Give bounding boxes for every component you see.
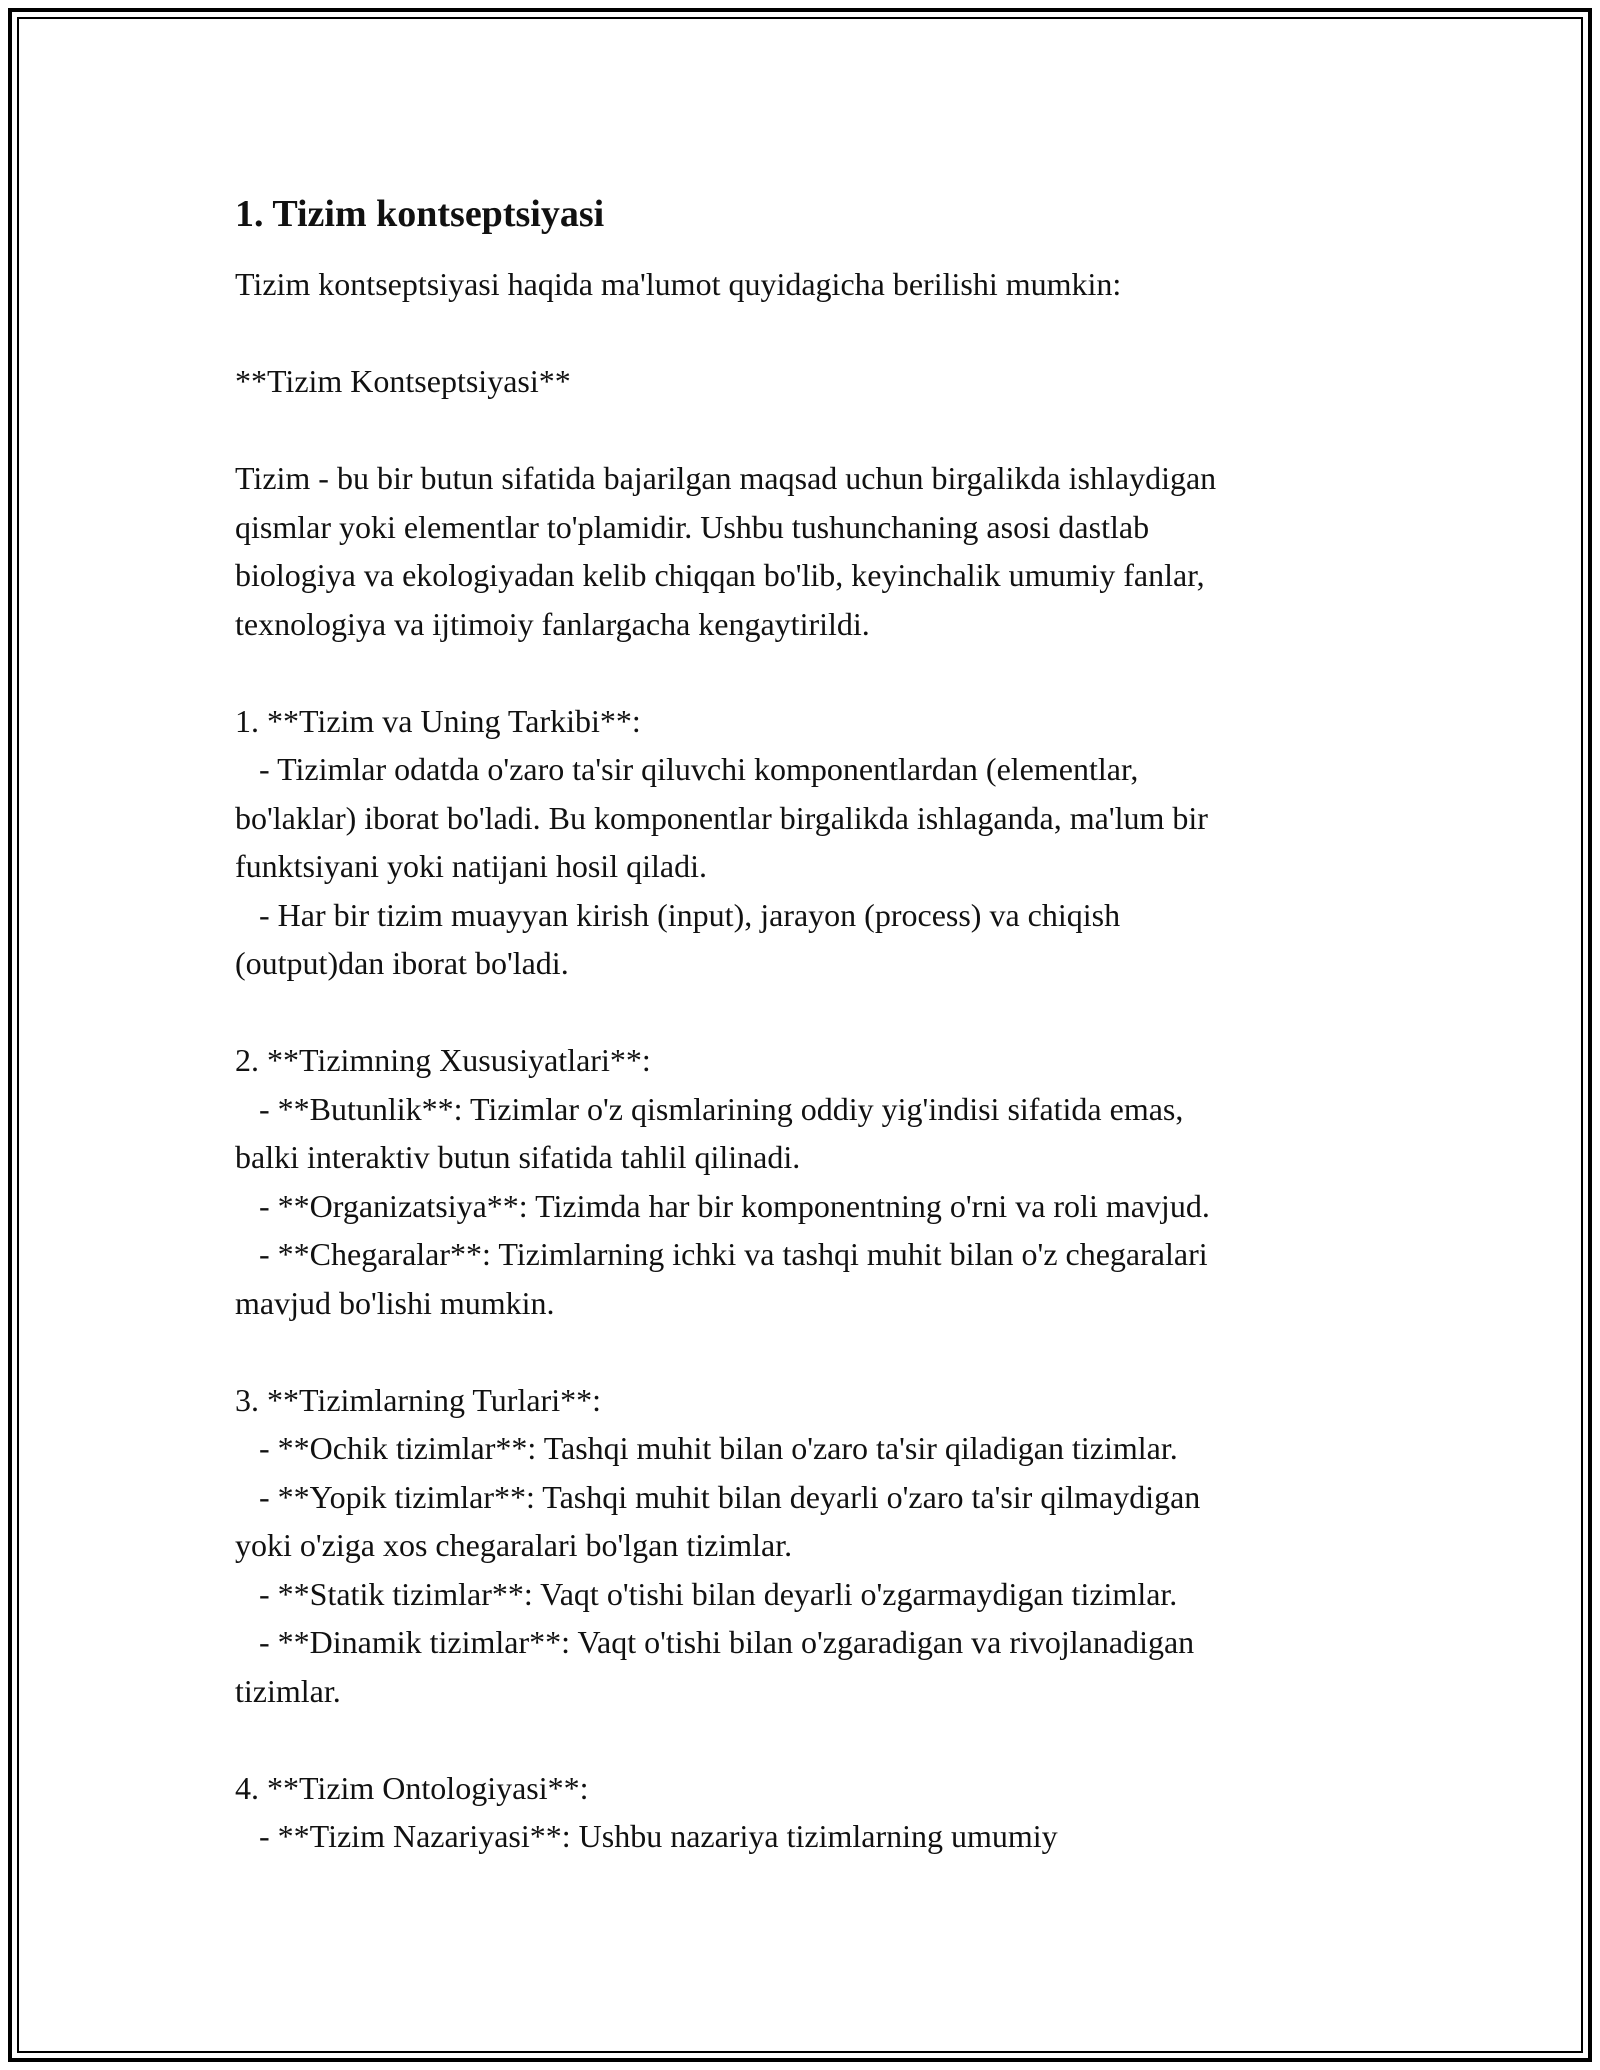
document-content [235,188,1385,1861]
document-body-text: Tizim kontseptsiyasi haqida ma'lumot quyidagicha berilishi mumkin: **Tizim Kontseptsiyasi** Tizim - bu bir butun sifatida bajarilgan maqsad uchun birgalikda ishlaydigan qismlar yoki elementlar to'plamidir. Ushbu tushunchaning asosi dastlab biologiya va ekologiyadan kelib chiqqan bo'lib, keyinchalik umumiy fanlar, texnologiya va ijtimoiy fanlargacha kengaytirildi. 1. **Tizim va Uning Tarkibi**: - Tizimlar odatda o'zaro ta'sir qiluvchi komponentlardan (elementlar, bo'laklar) iborat bo'ladi. Bu komponentlar birgalikda ishlaganda, ma'lum bir funktsiyani yoki natijani hosil qiladi. - Har bir tizim muayyan kirish (input), jarayon (process) va chiqish (output)dan iborat bo'ladi. 2. **Tizimning Xususiyatlari**: - **Butunlik**: Tizimlar o'z qismlarining oddiy yig'indisi sifatida emas, balki interaktiv butun sifatida tahlil qilinadi. - **Organizatsiya**: Tizimda har bir komponentning o'rni va roli mavjud. - **Chegaralar**: Tizimlarning ichki va tashqi muhit bilan o'z chegaralari mavjud bo'lishi mumkin. 3. **Tizimlarning Turlari**: - **Ochik tizimlar**: Tashqi muhit bilan o'zaro ta'sir qiladigan tizimlar. - **Yopik tizimlar**: Tashqi muhit bilan deyarli o'zaro ta'sir qilmaydigan yoki o'ziga xos chegaralari bo'lgan tizimlar. - **Statik tizimlar**: Vaqt o'tishi bilan deyarli o'zgarmaydigan tizimlar. - **Dinamik tizimlar**: Vaqt o'tishi bilan o'zgaradigan va rivojlanadigan tizimlar. 4. **Tizim Ontologiyasi**: - **Tizim Nazariyasi**: Ushbu nazariya tizimlarning umumiy [235,266,1217,1854]
document-heading: 1. Tizim kontseptsiyasi [235,193,605,235]
